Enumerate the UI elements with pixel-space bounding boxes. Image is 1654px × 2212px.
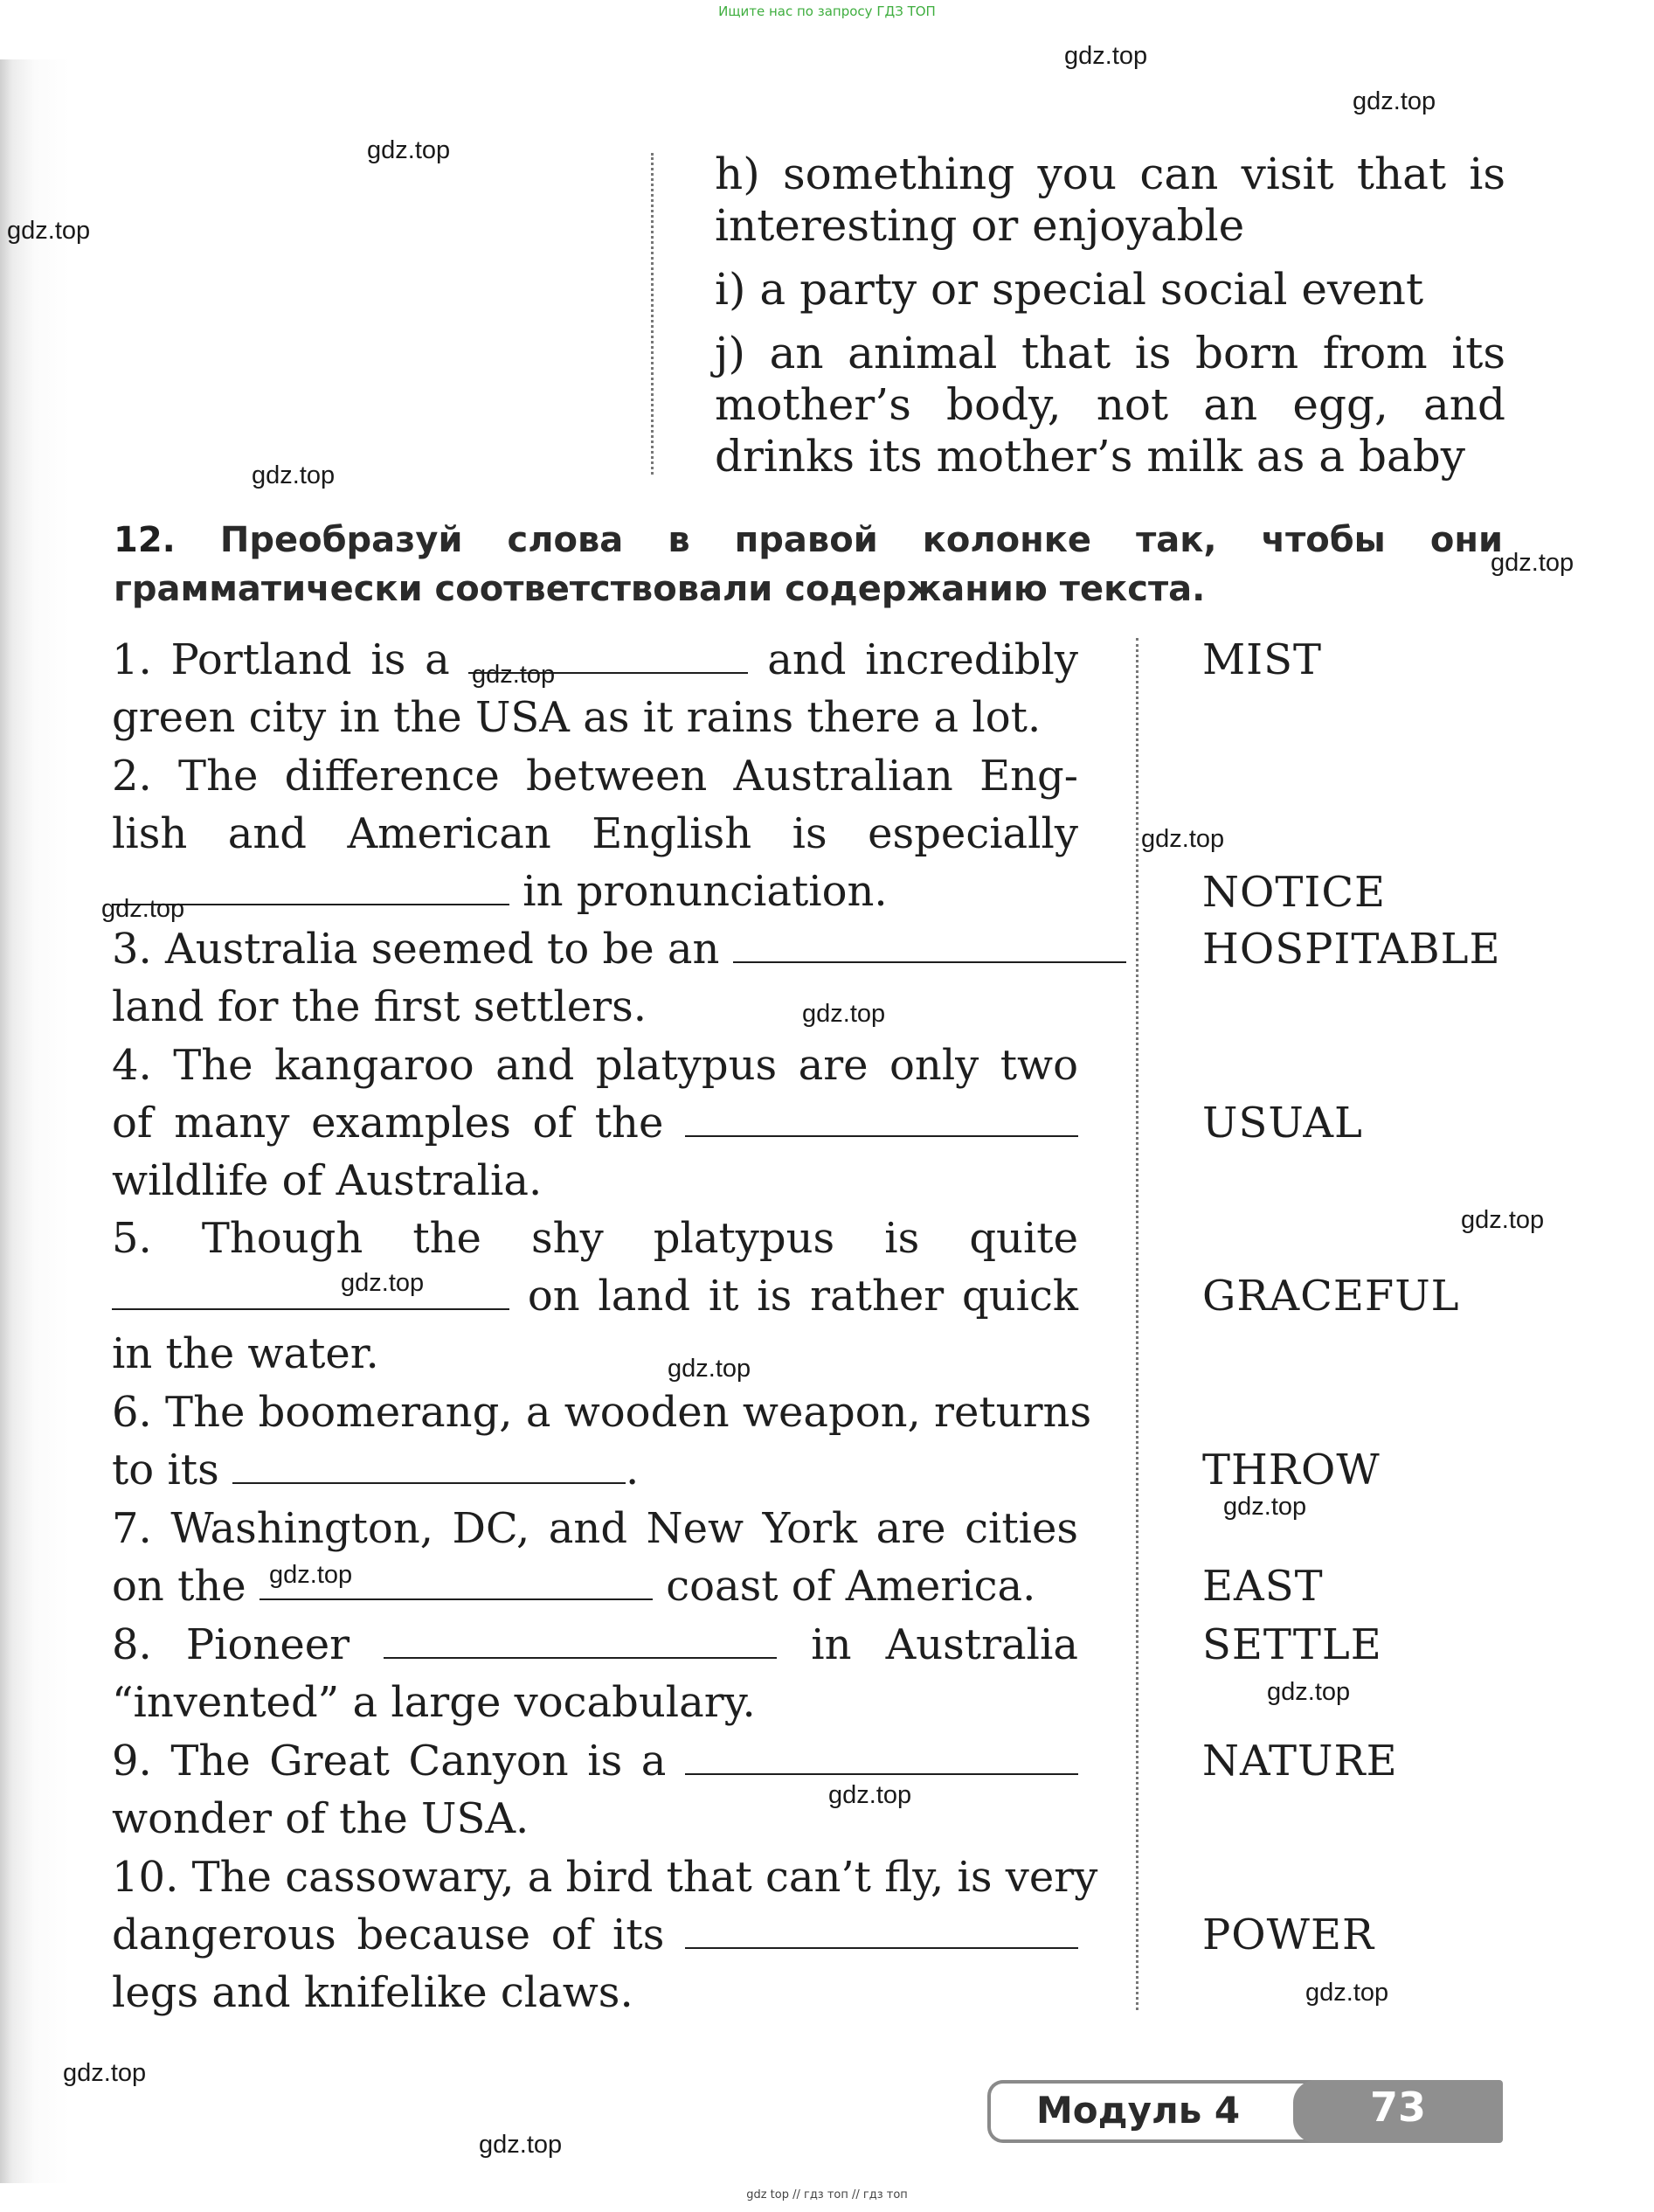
watermark: gdz.top bbox=[101, 895, 185, 923]
sentence-text: 4. The kangaroo and platypus are only two bbox=[112, 1041, 1078, 1090]
watermark: gdz.top bbox=[252, 461, 336, 489]
column-divider-main bbox=[1136, 638, 1138, 2010]
watermark: gdz.top bbox=[367, 136, 451, 164]
answer-blank[interactable] bbox=[112, 1270, 509, 1310]
sentence-text: in the water. bbox=[112, 1329, 379, 1378]
sentence-text: wonder of the USA. bbox=[112, 1794, 529, 1843]
definition-i: i) a party or special social event bbox=[715, 264, 1424, 315]
watermark: gdz.top bbox=[472, 661, 556, 689]
watermark: gdz.top bbox=[1491, 549, 1574, 577]
module-label: Модуль 4 bbox=[1036, 2089, 1241, 2132]
word-throw: THROW bbox=[1202, 1446, 1381, 1494]
sentence-text: green city in the USA as it rains there a lot. bbox=[112, 693, 1042, 742]
watermark: gdz.top bbox=[341, 1269, 425, 1297]
sentence-5 bbox=[112, 1210, 1078, 1383]
sentence-6 bbox=[112, 1383, 1092, 1499]
word-nature: NATURE bbox=[1202, 1737, 1398, 1786]
answer-blank[interactable] bbox=[733, 923, 1126, 963]
column-divider-top bbox=[651, 153, 654, 475]
answer-blank[interactable] bbox=[232, 1444, 626, 1484]
answer-blank[interactable] bbox=[685, 1909, 1078, 1949]
watermark: gdz.top bbox=[7, 217, 91, 245]
sentence-1 bbox=[112, 631, 1078, 746]
sentence-text: wildlife of Australia. bbox=[112, 1156, 543, 1205]
sentence-text: in pronunciation. bbox=[522, 867, 888, 916]
word-notice: NOTICE bbox=[1202, 868, 1387, 917]
footer-module-tab bbox=[987, 2080, 1503, 2139]
watermark: gdz.top bbox=[668, 1355, 751, 1383]
sentence-text: . bbox=[625, 1446, 640, 1494]
sentence-4 bbox=[112, 1037, 1078, 1210]
module-tab-frame bbox=[987, 2080, 1323, 2143]
sentence-text: “invented” a large vocabulary. bbox=[112, 1678, 756, 1727]
sentence-9 bbox=[112, 1732, 1078, 1848]
show-through bbox=[122, 315, 136, 365]
sentence-text: of many examples of the bbox=[112, 1099, 664, 1148]
sentence-text: 2. The difference between Australian Eng- bbox=[112, 752, 1078, 801]
answer-blank[interactable] bbox=[685, 1097, 1078, 1137]
sentence-text: 3. Australia seemed to be an bbox=[112, 925, 720, 974]
watermark: gdz.top bbox=[1353, 87, 1436, 115]
sentence-text: lish and American English is especially bbox=[112, 809, 1078, 858]
top-banner: Ищите нас по запросу ГДЗ ТОП bbox=[718, 3, 936, 19]
sentence-text: 7. Washington, DC, and New York are cities bbox=[112, 1504, 1078, 1553]
word-east: EAST bbox=[1202, 1562, 1324, 1611]
definition-j: j) an animal that is born from its mother’s body, not an egg, and drinks its mother’s milk as a baby bbox=[715, 328, 1505, 482]
watermark: gdz.top bbox=[63, 2059, 147, 2087]
page-number-badge bbox=[1293, 2080, 1503, 2143]
watermark: gdz.top bbox=[269, 1561, 353, 1589]
task-number: 12. bbox=[114, 520, 176, 560]
sentence-text: 8. Pioneer bbox=[112, 1620, 350, 1669]
sentence-7 bbox=[112, 1500, 1078, 1615]
sentence-text: in Australia bbox=[811, 1620, 1078, 1669]
word-power: POWER bbox=[1202, 1910, 1375, 1959]
watermark: gdz.top bbox=[1064, 42, 1148, 70]
sentence-text: on the bbox=[112, 1562, 246, 1611]
sentence-text: 6. The boomerang, a wooden weapon, returns bbox=[112, 1388, 1092, 1437]
sentence-text: to its bbox=[112, 1446, 219, 1494]
sentence-text: coast of America. bbox=[666, 1562, 1036, 1611]
watermark: gdz.top bbox=[828, 1781, 912, 1809]
word-hospitable: HOSPITABLE bbox=[1202, 925, 1501, 974]
word-usual: USUAL bbox=[1202, 1099, 1363, 1148]
sentence-text: legs and knifelike claws. bbox=[112, 1968, 633, 2017]
page-number: 73 bbox=[1369, 2084, 1426, 2131]
task-heading bbox=[114, 516, 1503, 614]
watermark: gdz.top bbox=[802, 1000, 886, 1028]
watermark: gdz.top bbox=[1223, 1493, 1307, 1521]
sentence-text: 9. The Great Canyon is a bbox=[112, 1737, 667, 1786]
sentence-text: 5. Though the shy platypus is quite bbox=[112, 1214, 1078, 1263]
sentence-text: and incredibly bbox=[767, 635, 1078, 684]
bottom-banner: gdz top // гдз топ // гдз топ bbox=[746, 2188, 908, 2202]
definitions-list bbox=[715, 149, 1505, 495]
definition-h: h) something you can visit that is interesting or enjoyable bbox=[715, 149, 1505, 251]
sentence-text: dangerous because of its bbox=[112, 1910, 665, 1959]
word-graceful: GRACEFUL bbox=[1202, 1272, 1460, 1321]
sentence-text: 10. The cassowary, a bird that can’t fly, is very bbox=[112, 1853, 1098, 1902]
watermark: gdz.top bbox=[1461, 1206, 1545, 1234]
sentence-8 bbox=[112, 1616, 1078, 1731]
watermark: gdz.top bbox=[1267, 1678, 1351, 1706]
watermark: gdz.top bbox=[479, 2131, 563, 2159]
sentence-2 bbox=[112, 747, 1078, 920]
sentence-3 bbox=[112, 920, 1078, 1036]
sentence-10 bbox=[112, 1848, 1098, 2021]
sentence-text: 1. Portland is a bbox=[112, 635, 450, 684]
word-mist: MIST bbox=[1202, 635, 1323, 684]
watermark: gdz.top bbox=[1305, 1979, 1389, 2007]
answer-blank[interactable] bbox=[384, 1619, 777, 1659]
sentence-text: on land it is rather quick bbox=[527, 1272, 1078, 1321]
task-instruction: Преобразуй слова в правой колонке так, чтобы они грамматически соответствовали содержанию текста. bbox=[114, 520, 1503, 609]
watermark: gdz.top bbox=[1141, 825, 1225, 853]
sentence-text: land for the first settlers. bbox=[112, 982, 647, 1031]
word-settle: SETTLE bbox=[1202, 1620, 1382, 1669]
answer-blank[interactable] bbox=[685, 1735, 1078, 1775]
